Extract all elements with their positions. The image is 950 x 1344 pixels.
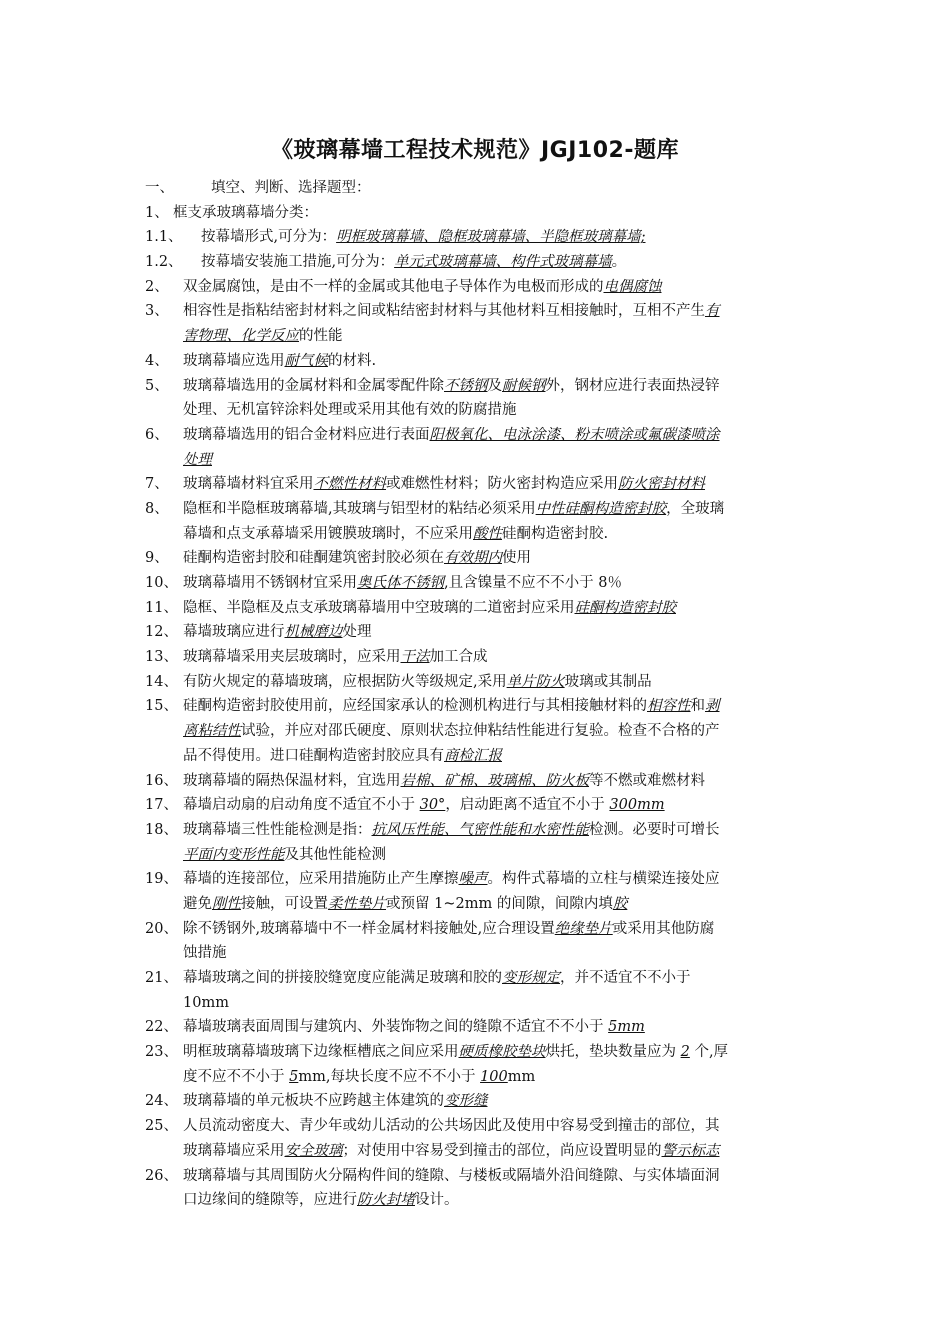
text-segment: 口边缘间的缝隙等，应进行 xyxy=(183,1192,357,1209)
text-segment: 接触，可设置 xyxy=(241,895,328,912)
text-segment: mm xyxy=(507,1068,536,1085)
text-segment: 度不应不不小于 xyxy=(183,1068,290,1085)
answer-blank: 抗风压性能、气密性能和水密性能 xyxy=(371,821,589,838)
item-text xyxy=(183,1188,459,1213)
question-line xyxy=(145,843,810,868)
question-line xyxy=(145,1188,810,1213)
item-number: 26、 xyxy=(145,1167,178,1184)
item-text xyxy=(183,1139,720,1164)
answer-blank: 防火封堵 xyxy=(357,1192,415,1209)
text-segment: 除不锈钢外,玻璃幕墙中不一样金属材料接触处,应合理设置 xyxy=(183,920,555,937)
answer-blank: 中性硅酮构造密封胶 xyxy=(535,500,667,517)
question-list xyxy=(145,176,810,1213)
text-segment: 加工合成 xyxy=(429,649,488,666)
question-line xyxy=(145,546,810,571)
item-number: 5、 xyxy=(145,377,169,394)
text-segment: ，并不适宜不不小于 xyxy=(560,970,691,986)
item-text xyxy=(183,497,724,522)
item-number: 1、 xyxy=(145,204,169,221)
question-line xyxy=(145,719,810,744)
text-segment: 或难燃性材料；防火密封构造应采用 xyxy=(386,476,618,493)
text-segment: 填空、判断、选择题型： xyxy=(211,180,371,196)
question-line xyxy=(145,744,810,769)
answer-blank: 有效期内 xyxy=(444,550,502,567)
item-text xyxy=(183,843,386,868)
item-number: 17、 xyxy=(145,797,178,814)
question-line xyxy=(145,991,810,1016)
text-segment: 品不得使用。进口硅酮构造密封胶应具有 xyxy=(183,747,444,764)
item-number: 一、 xyxy=(145,180,174,196)
text-segment: 按幕墙形式,可分为： xyxy=(201,229,337,246)
item-text xyxy=(183,423,720,448)
item-text xyxy=(173,201,318,226)
answer-blank: 单片防火 xyxy=(506,673,565,690)
item-text xyxy=(183,818,720,843)
text-segment: 玻璃幕墙的隔热保温材料，宜选用 xyxy=(183,772,401,789)
question-line xyxy=(145,1089,810,1114)
item-number: 6、 xyxy=(145,426,169,443)
text-segment: 处理、无机富锌涂料处理或采用其他有效的防腐措施 xyxy=(183,402,517,419)
item-text xyxy=(201,250,626,275)
question-line xyxy=(145,1040,810,1065)
text-segment: 玻璃幕墙用不锈钢材宜采用 xyxy=(183,575,357,591)
item-text xyxy=(183,719,720,744)
question-line xyxy=(145,1139,810,1164)
item-number: 14、 xyxy=(145,673,178,690)
answer-blank: 商检汇报 xyxy=(444,747,502,764)
text-segment: 幕墙的连接部位，应采用措施防止产生摩擦 xyxy=(183,871,459,888)
item-text xyxy=(183,522,608,547)
item-text xyxy=(201,225,646,250)
text-segment: 的性能 xyxy=(299,328,343,345)
text-segment: 玻璃幕墙三性性能检测是指： xyxy=(183,821,372,838)
item-number: 13、 xyxy=(145,649,178,666)
item-text xyxy=(183,793,665,818)
text-segment: ,且含镍量不应不不小于 8％ xyxy=(444,575,622,591)
text-segment: 检测。必要时可增长 xyxy=(589,821,720,838)
answer-blank: 害物理、化学反应 xyxy=(183,328,299,345)
text-segment: 。 xyxy=(611,254,627,271)
item-text xyxy=(183,744,502,769)
text-segment: 等不燃或难燃材料 xyxy=(589,772,705,789)
text-segment: 玻璃幕墙选用的铝合金材料应进行表面 xyxy=(183,426,430,443)
text-segment: 或预留 1~2mm 的间隙，间隙内填 xyxy=(386,895,613,912)
text-segment: 蚀措施 xyxy=(183,945,227,962)
text-segment: 避免 xyxy=(183,895,212,912)
question-line xyxy=(145,374,810,399)
answer-blank: 安全玻璃 xyxy=(284,1142,343,1159)
item-text xyxy=(183,448,212,473)
question-line xyxy=(145,571,810,596)
answer-blank: 噪声 xyxy=(458,871,488,888)
item-text xyxy=(183,1040,728,1065)
answer-blank: 不燃性材料 xyxy=(313,476,386,493)
item-text xyxy=(183,991,229,1016)
answer-blank: 5 xyxy=(289,1068,299,1085)
item-text xyxy=(183,1065,535,1090)
text-segment: 明框玻璃幕墙玻璃下边缘框槽底之间应采用 xyxy=(183,1044,459,1061)
question-line xyxy=(145,448,810,473)
answer-blank: 绝缘垫片 xyxy=(554,920,613,937)
item-text xyxy=(183,398,517,423)
text-segment: 硅酮构造密封胶. xyxy=(502,525,609,542)
item-number: 10、 xyxy=(145,575,178,591)
question-line xyxy=(145,349,810,374)
question-line xyxy=(145,620,810,645)
answer-blank: 变形缝 xyxy=(444,1093,488,1110)
item-number: 7、 xyxy=(145,476,169,493)
text-segment: 及其他性能检测 xyxy=(284,846,386,863)
answer-blank: 干法 xyxy=(400,649,430,666)
question-line xyxy=(145,917,810,942)
question-line xyxy=(145,225,810,250)
text-segment: 双金属腐蚀，是由不一样的金属或其他电子导体作为电极而形成的 xyxy=(183,278,604,295)
text-segment: 框支承玻璃幕墙分类： xyxy=(173,204,318,221)
text-segment: 10mm xyxy=(183,994,229,1011)
answer-blank: 电偶腐蚀 xyxy=(603,278,662,295)
item-text xyxy=(183,620,372,645)
question-line xyxy=(145,472,810,497)
item-number: 11、 xyxy=(145,599,178,616)
text-segment: 玻璃幕墙选用的金属材料和金属零配件除 xyxy=(183,377,444,394)
item-number: 8、 xyxy=(145,500,169,517)
item-text xyxy=(211,176,371,201)
answer-blank: 明框玻璃幕墙、隐框玻璃幕墙、半隐框玻璃幕墙; xyxy=(336,229,646,246)
item-text xyxy=(183,645,488,670)
item-number: 19、 xyxy=(145,871,178,888)
answer-blank: 耐候钢 xyxy=(502,377,546,394)
answer-blank: 不锈钢 xyxy=(444,377,488,394)
text-segment: 个,厚 xyxy=(689,1044,729,1061)
answer-blank: 2 xyxy=(680,1044,690,1061)
text-segment: 隐框和半隐框玻璃幕墙,其玻璃与铝型材的粘结必须采用 xyxy=(183,500,536,517)
answer-blank: 刚性 xyxy=(212,895,241,912)
text-segment: 试验，并应对邵氏硬度、原则状态拉伸粘结性能进行复验。检查不合格的产 xyxy=(241,723,720,740)
item-number: 12、 xyxy=(145,624,178,641)
answer-blank: 防火密封材料 xyxy=(618,476,705,493)
text-segment: ，全玻璃 xyxy=(666,500,725,517)
answer-blank: 处理 xyxy=(183,451,212,468)
text-segment: 幕墙启动扇的启动角度不适宜不小于 xyxy=(183,797,420,814)
question-line xyxy=(145,1164,810,1189)
text-segment: 硅酮构造密封胶和硅酮建筑密封胶必须在 xyxy=(183,550,444,567)
question-line xyxy=(145,645,810,670)
item-number: 25、 xyxy=(145,1118,178,1135)
item-text xyxy=(183,299,720,324)
text-segment: 幕墙和点支承幕墙采用镀膜玻璃时，不应采用 xyxy=(183,525,473,542)
text-segment: 和 xyxy=(690,698,705,715)
question-line xyxy=(145,941,810,966)
text-segment: 玻璃幕墙与其周围防火分隔构件间的缝隙、与楼板或隔墙外沿间缝隙、与实体墙面洞 xyxy=(183,1167,720,1184)
answer-blank: 耐气候 xyxy=(284,352,328,369)
text-segment: 玻璃幕墙材料宜采用 xyxy=(183,476,314,493)
text-segment: ，启动距离不适宜不小于 xyxy=(445,797,610,814)
item-number: 4、 xyxy=(145,352,169,369)
text-segment: mm,每块长度不应不不小于 xyxy=(298,1068,481,1085)
item-number: 16、 xyxy=(145,772,178,789)
question-line xyxy=(145,596,810,621)
question-line xyxy=(145,867,810,892)
item-text xyxy=(183,670,652,695)
question-line xyxy=(145,694,810,719)
text-segment: 及 xyxy=(487,377,502,394)
item-number: 24、 xyxy=(145,1093,178,1110)
answer-blank: 机械磨边 xyxy=(284,624,343,641)
answer-blank: 岩棉、矿棉、玻璃棉、防火板 xyxy=(400,772,589,789)
answer-blank: 酸性 xyxy=(473,525,502,542)
item-text xyxy=(183,596,676,621)
question-line xyxy=(145,324,810,349)
item-text xyxy=(183,941,227,966)
answer-blank: 柔性垫片 xyxy=(328,895,386,912)
question-line xyxy=(145,522,810,547)
question-line xyxy=(145,398,810,423)
answer-blank: 警示标志 xyxy=(661,1142,720,1159)
text-segment: 幕墙玻璃应进行 xyxy=(183,624,285,641)
answer-blank: 剥 xyxy=(705,698,720,715)
text-segment: 玻璃幕墙应采用 xyxy=(183,1142,285,1159)
question-line xyxy=(145,769,810,794)
text-segment: 幕墙玻璃之间的拼接胶缝宽度应能满足玻璃和胶的 xyxy=(183,970,502,986)
answer-blank: 离粘结性 xyxy=(183,723,241,740)
text-segment: 幕墙玻璃表面周围与建筑内、外装饰物之间的缝隙不适宜不不小于 xyxy=(183,1019,609,1036)
answer-blank: 100 xyxy=(480,1068,508,1085)
text-segment: 玻璃或其制品 xyxy=(564,673,652,690)
text-segment: 的材料. xyxy=(328,352,377,369)
question-line xyxy=(145,275,810,300)
text-segment: 外，钢材应进行表面热浸锌 xyxy=(545,377,720,394)
answer-blank: 平面内变形性能 xyxy=(183,846,285,863)
question-line xyxy=(145,423,810,448)
item-text xyxy=(183,966,691,991)
question-line xyxy=(145,299,810,324)
answer-blank: 阳极氧化、电泳涂漆、粉末喷涂或氟碳漆喷涂 xyxy=(429,426,720,443)
item-text xyxy=(183,1114,720,1139)
item-text xyxy=(183,867,720,892)
item-text xyxy=(183,349,376,374)
answer-blank: 单元式玻璃幕墙、构件式玻璃幕墙 xyxy=(394,254,612,271)
answer-blank: 硅酮构造密封胶 xyxy=(574,599,676,616)
question-line xyxy=(145,1015,810,1040)
text-segment: 有防火规定的幕墙玻璃，应根据防火等级规定,采用 xyxy=(183,673,507,690)
item-text xyxy=(183,374,720,399)
question-line xyxy=(145,818,810,843)
item-number: 15、 xyxy=(145,698,178,715)
answer-blank: 有 xyxy=(705,303,720,320)
item-text xyxy=(183,571,622,596)
text-segment: ；对使用中容易受到撞击的部位，尚应设置明显的 xyxy=(342,1142,662,1159)
item-number: 9、 xyxy=(145,550,169,567)
answer-blank: 相容性 xyxy=(647,698,691,715)
item-number: 18、 xyxy=(145,821,178,838)
answer-blank: 硬质橡胶垫块 xyxy=(458,1044,546,1061)
answer-blank: 300mm xyxy=(609,797,665,814)
text-segment: 处理 xyxy=(342,624,372,641)
item-text xyxy=(183,892,627,917)
item-text xyxy=(183,1089,488,1114)
answer-blank: 5mm xyxy=(608,1019,645,1036)
item-text xyxy=(183,1164,720,1189)
item-number: 20、 xyxy=(145,920,178,937)
text-segment: 玻璃幕墙采用夹层玻璃时，应采用 xyxy=(183,649,401,666)
text-segment: 玻璃幕墙的单元板块不应跨越主体建筑的 xyxy=(183,1093,444,1110)
question-line xyxy=(145,966,810,991)
item-number: 23、 xyxy=(145,1044,178,1061)
question-line xyxy=(145,176,810,201)
text-segment: 玻璃幕墙应选用 xyxy=(183,352,285,369)
question-line xyxy=(145,201,810,226)
answer-blank: 30° xyxy=(419,797,446,814)
text-segment: 使用 xyxy=(502,550,531,567)
question-line xyxy=(145,1114,810,1139)
item-text xyxy=(183,324,343,349)
item-text xyxy=(183,694,720,719)
item-number: 2、 xyxy=(145,278,169,295)
text-segment: 隐框、半隐框及点支承玻璃幕墙用中空玻璃的二道密封应采用 xyxy=(183,599,575,616)
question-line xyxy=(145,250,810,275)
item-text xyxy=(183,275,662,300)
text-segment: 。构件式幕墙的立柱与横梁连接处应 xyxy=(487,871,720,888)
text-segment: 相容性是指粘结密封材料之间或粘结密封材料与其他材料互相接触时，互相不产生 xyxy=(183,303,705,320)
text-segment: 或采用其他防腐 xyxy=(612,920,715,937)
question-line xyxy=(145,1065,810,1090)
item-number: 22、 xyxy=(145,1019,178,1036)
text-segment: 烘托，垫块数量应为 xyxy=(545,1044,681,1061)
question-line xyxy=(145,497,810,522)
text-segment: 设计。 xyxy=(415,1192,459,1209)
question-line xyxy=(145,892,810,917)
text-segment: 硅酮构造密封胶使用前，应经国家承认的检测机构进行与其相接触材料的 xyxy=(183,698,647,715)
item-text xyxy=(183,472,705,497)
item-number: 1.2、 xyxy=(145,254,183,271)
item-text xyxy=(183,917,714,942)
text-segment: 人员流动密度大、青少年或幼儿活动的公共场因此及使用中容易受到撞击的部位，其 xyxy=(183,1118,720,1135)
answer-blank: 奥氏体不锈钢 xyxy=(357,575,444,591)
text-segment: 按幕墙安装施工措施,可分为： xyxy=(201,254,395,271)
answer-blank: 胶 xyxy=(612,895,628,912)
item-number: 3、 xyxy=(145,303,169,320)
item-text xyxy=(183,1015,645,1040)
question-line xyxy=(145,793,810,818)
item-text xyxy=(183,769,705,794)
document-title: 《玻璃幕墙工程技术规范》JGJ102-题库 xyxy=(271,138,679,163)
item-text xyxy=(183,546,531,571)
question-line xyxy=(145,670,810,695)
item-number: 21、 xyxy=(145,970,178,986)
answer-blank: 变形规定 xyxy=(502,970,560,986)
item-number: 1.1、 xyxy=(145,229,183,246)
